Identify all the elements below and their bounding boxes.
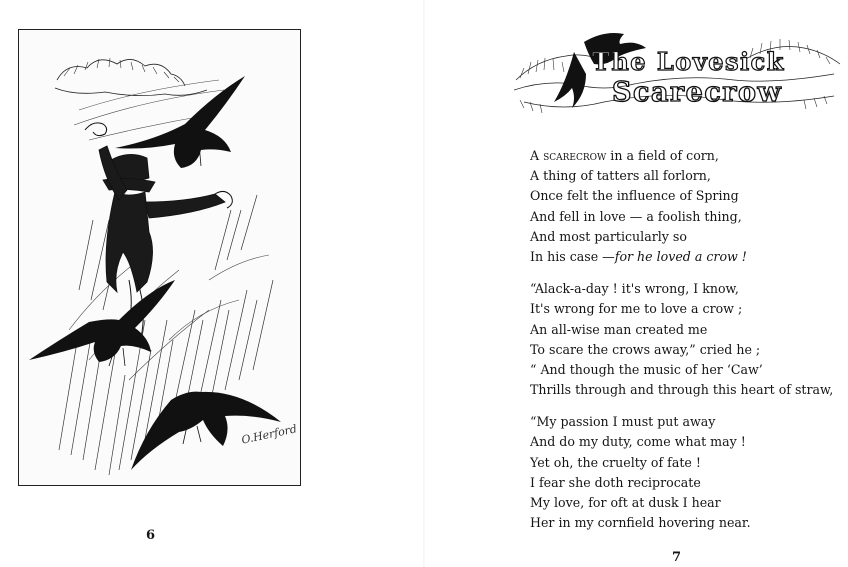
page-number-left: 6 [146,528,156,543]
poem-line: “My passion I must put away [530,414,716,430]
poem-italic-text: for he loved a crow ! [614,248,747,264]
right-page [424,0,848,567]
stanza-1 [530,146,848,267]
poem-line: And do my duty, come what may ! [530,434,746,450]
poem-line: Her in my cornfield hovering near. [530,515,751,531]
illustration-drawing [19,30,301,486]
poem-line: My love, for oft at dusk I hear [530,495,721,510]
poem-line: I fear she doth reciprocate [530,474,701,490]
page-number-right: 7 [672,550,682,565]
scarecrow-illustration [18,29,301,486]
poem-line [530,146,848,166]
stanza-3 [530,412,848,533]
artist-signature: O.Herford [240,422,298,447]
poem-line: An all-wise man created me [530,321,708,337]
poem-line-text: in a field of corn, [606,148,719,163]
poem [530,146,848,545]
title-line-1: The Lovesick [592,47,785,76]
poem-line-text: In his case — [530,248,615,264]
poem-line: A thing of tatters all forlorn, [530,168,711,184]
poem-line: “ And though the music of her ‘Caw’ [530,361,763,377]
title-ornament-drawing [514,30,844,122]
poem-line: It's wrong for me to love a crow ; [530,301,743,317]
poem-line: And fell in love — a foolish thing, [530,208,742,224]
stanza-2 [530,279,848,400]
decorative-title [514,30,844,122]
poem-line: Once felt the influence of Spring [530,188,739,204]
poem-opening-smallcaps: A scarecrow [530,148,607,163]
poem-line: Yet oh, the cruelty of fate ! [530,454,701,470]
title-line-2: Scarecrow [612,77,783,108]
poem-line: To scare the crows away,” cried he ; [530,341,761,357]
poem-line [530,247,848,267]
poem-line: And most particularly so [530,228,687,244]
poem-line: “Alack-a-day ! it's wrong, I know, [530,281,739,297]
poem-line: Thrills through and through this heart of straw, [530,382,834,398]
